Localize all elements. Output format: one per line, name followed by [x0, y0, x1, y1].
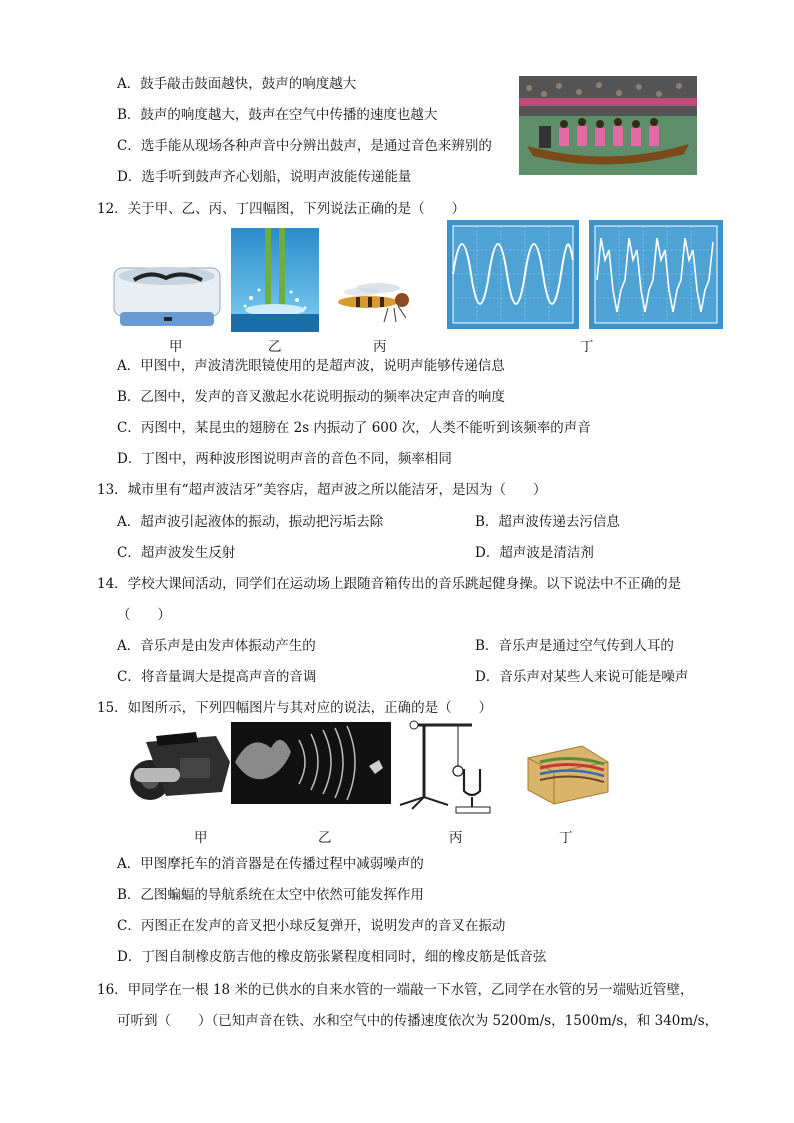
q12-caption-jia: 甲	[169, 339, 183, 355]
q12-caption-ding: 丁	[580, 339, 594, 355]
q11-option-d: D．选手听到鼓声齐心划船，说明声波能传递能量	[117, 169, 412, 185]
motorcycle-image	[126, 722, 234, 804]
q15-caption-jia: 甲	[194, 830, 208, 846]
q14-option-b: B．音乐声是通过空气传到人耳的	[475, 638, 674, 654]
q12-stem: 12．关于甲、乙、丙、丁四幅图，下列说法正确的是（ ）	[97, 201, 466, 217]
q12-caption-yi: 乙	[268, 339, 282, 355]
q14-option-c: C．将音量调大是提高声音的音调	[117, 669, 317, 685]
q14-option-d: D．音乐声对某些人来说可能是噪声	[475, 669, 689, 685]
q12-caption-bing: 丙	[373, 339, 387, 355]
q13-option-c: C．超声波发生反射	[117, 545, 236, 561]
q12-option-d: D．丁图中，两种波形图说明声音的音色不同，频率相同	[117, 451, 452, 467]
q16-stem: 16．甲同学在一根 18 米的已供水的自来水管的一端敲一下水管，乙同学在水管的另一端贴近管壁，	[97, 982, 694, 998]
rubber-band-guitar-image	[522, 732, 612, 810]
q12-option-b: B．乙图中，发声的音叉激起水花说明振动的频率决定声音的响度	[117, 389, 505, 405]
oscilloscope-waveform-1	[447, 220, 579, 329]
bat-echolocation-image	[231, 722, 391, 804]
q15-caption-bing: 丙	[449, 830, 463, 846]
q12-option-c: C．丙图中，某昆虫的翅膀在 2s 内振动了 600 次，人类不能听到该频率的声音	[117, 420, 591, 436]
q15-option-b: B．乙图蝙蝠的导航系统在太空中依然可能发挥作用	[117, 887, 424, 903]
ultrasonic-cleaner-image	[110, 262, 224, 332]
q16-stem-line2: 可听到（ ）（已知声音在铁、水和空气中的传播速度依次为 5200m/s，1500m/s，和 340m/s，	[117, 1013, 719, 1029]
q11-option-c: C．选手能从现场各种声音中分辨出鼓声，是通过音色来辨别的	[117, 138, 492, 154]
q13-option-a: A．超声波引起液体的振动，振动把污垢去除	[117, 514, 384, 530]
oscilloscope-waveform-2	[589, 220, 723, 329]
q15-option-a: A．甲图摩托车的消音器是在传播过程中减弱噪声的	[117, 856, 424, 872]
q11-option-a: A．鼓手敲击鼓面越快，鼓声的响度越大	[117, 76, 357, 92]
q13-option-d: D．超声波是清洁剂	[475, 545, 594, 561]
q14-stem: 14．学校大课间活动，同学们在运动场上跟随音箱传出的音乐跳起健身操。以下说法中不正确的是	[97, 576, 682, 592]
q15-option-d: D．丁图自制橡皮筋吉他的橡皮筋张紧程度相同时，细的橡皮筋是低音弦	[117, 949, 547, 965]
q15-caption-ding: 丁	[559, 830, 573, 846]
tuning-fork-water-image	[231, 228, 319, 332]
q15-stem: 15．如图所示，下列四幅图片与其对应的说法，正确的是（ ）	[97, 700, 493, 716]
q15-caption-yi: 乙	[318, 830, 332, 846]
q15-option-c: C．丙图正在发声的音叉把小球反复弹开，说明发声的音叉在振动	[117, 918, 506, 934]
dragon-boat-photo	[519, 76, 697, 175]
q13-stem: 13．城市里有“超声波洁牙”美容店，超声波之所以能洁牙，是因为（ ）	[97, 482, 547, 498]
insect-hoverfly-image	[328, 278, 418, 326]
q13-option-b: B．超声波传递去污信息	[475, 514, 620, 530]
q14-option-a: A．音乐声是由发声体振动产生的	[117, 638, 316, 654]
tuning-fork-ball-stand-image	[392, 717, 492, 817]
q14-stem-bracket: （ ）	[117, 607, 171, 623]
q11-option-b: B．鼓声的响度越大，鼓声在空气中传播的速度也越大	[117, 107, 438, 123]
q12-option-a: A．甲图中，声波清洗眼镜使用的是超声波，说明声能够传递信息	[117, 358, 505, 374]
